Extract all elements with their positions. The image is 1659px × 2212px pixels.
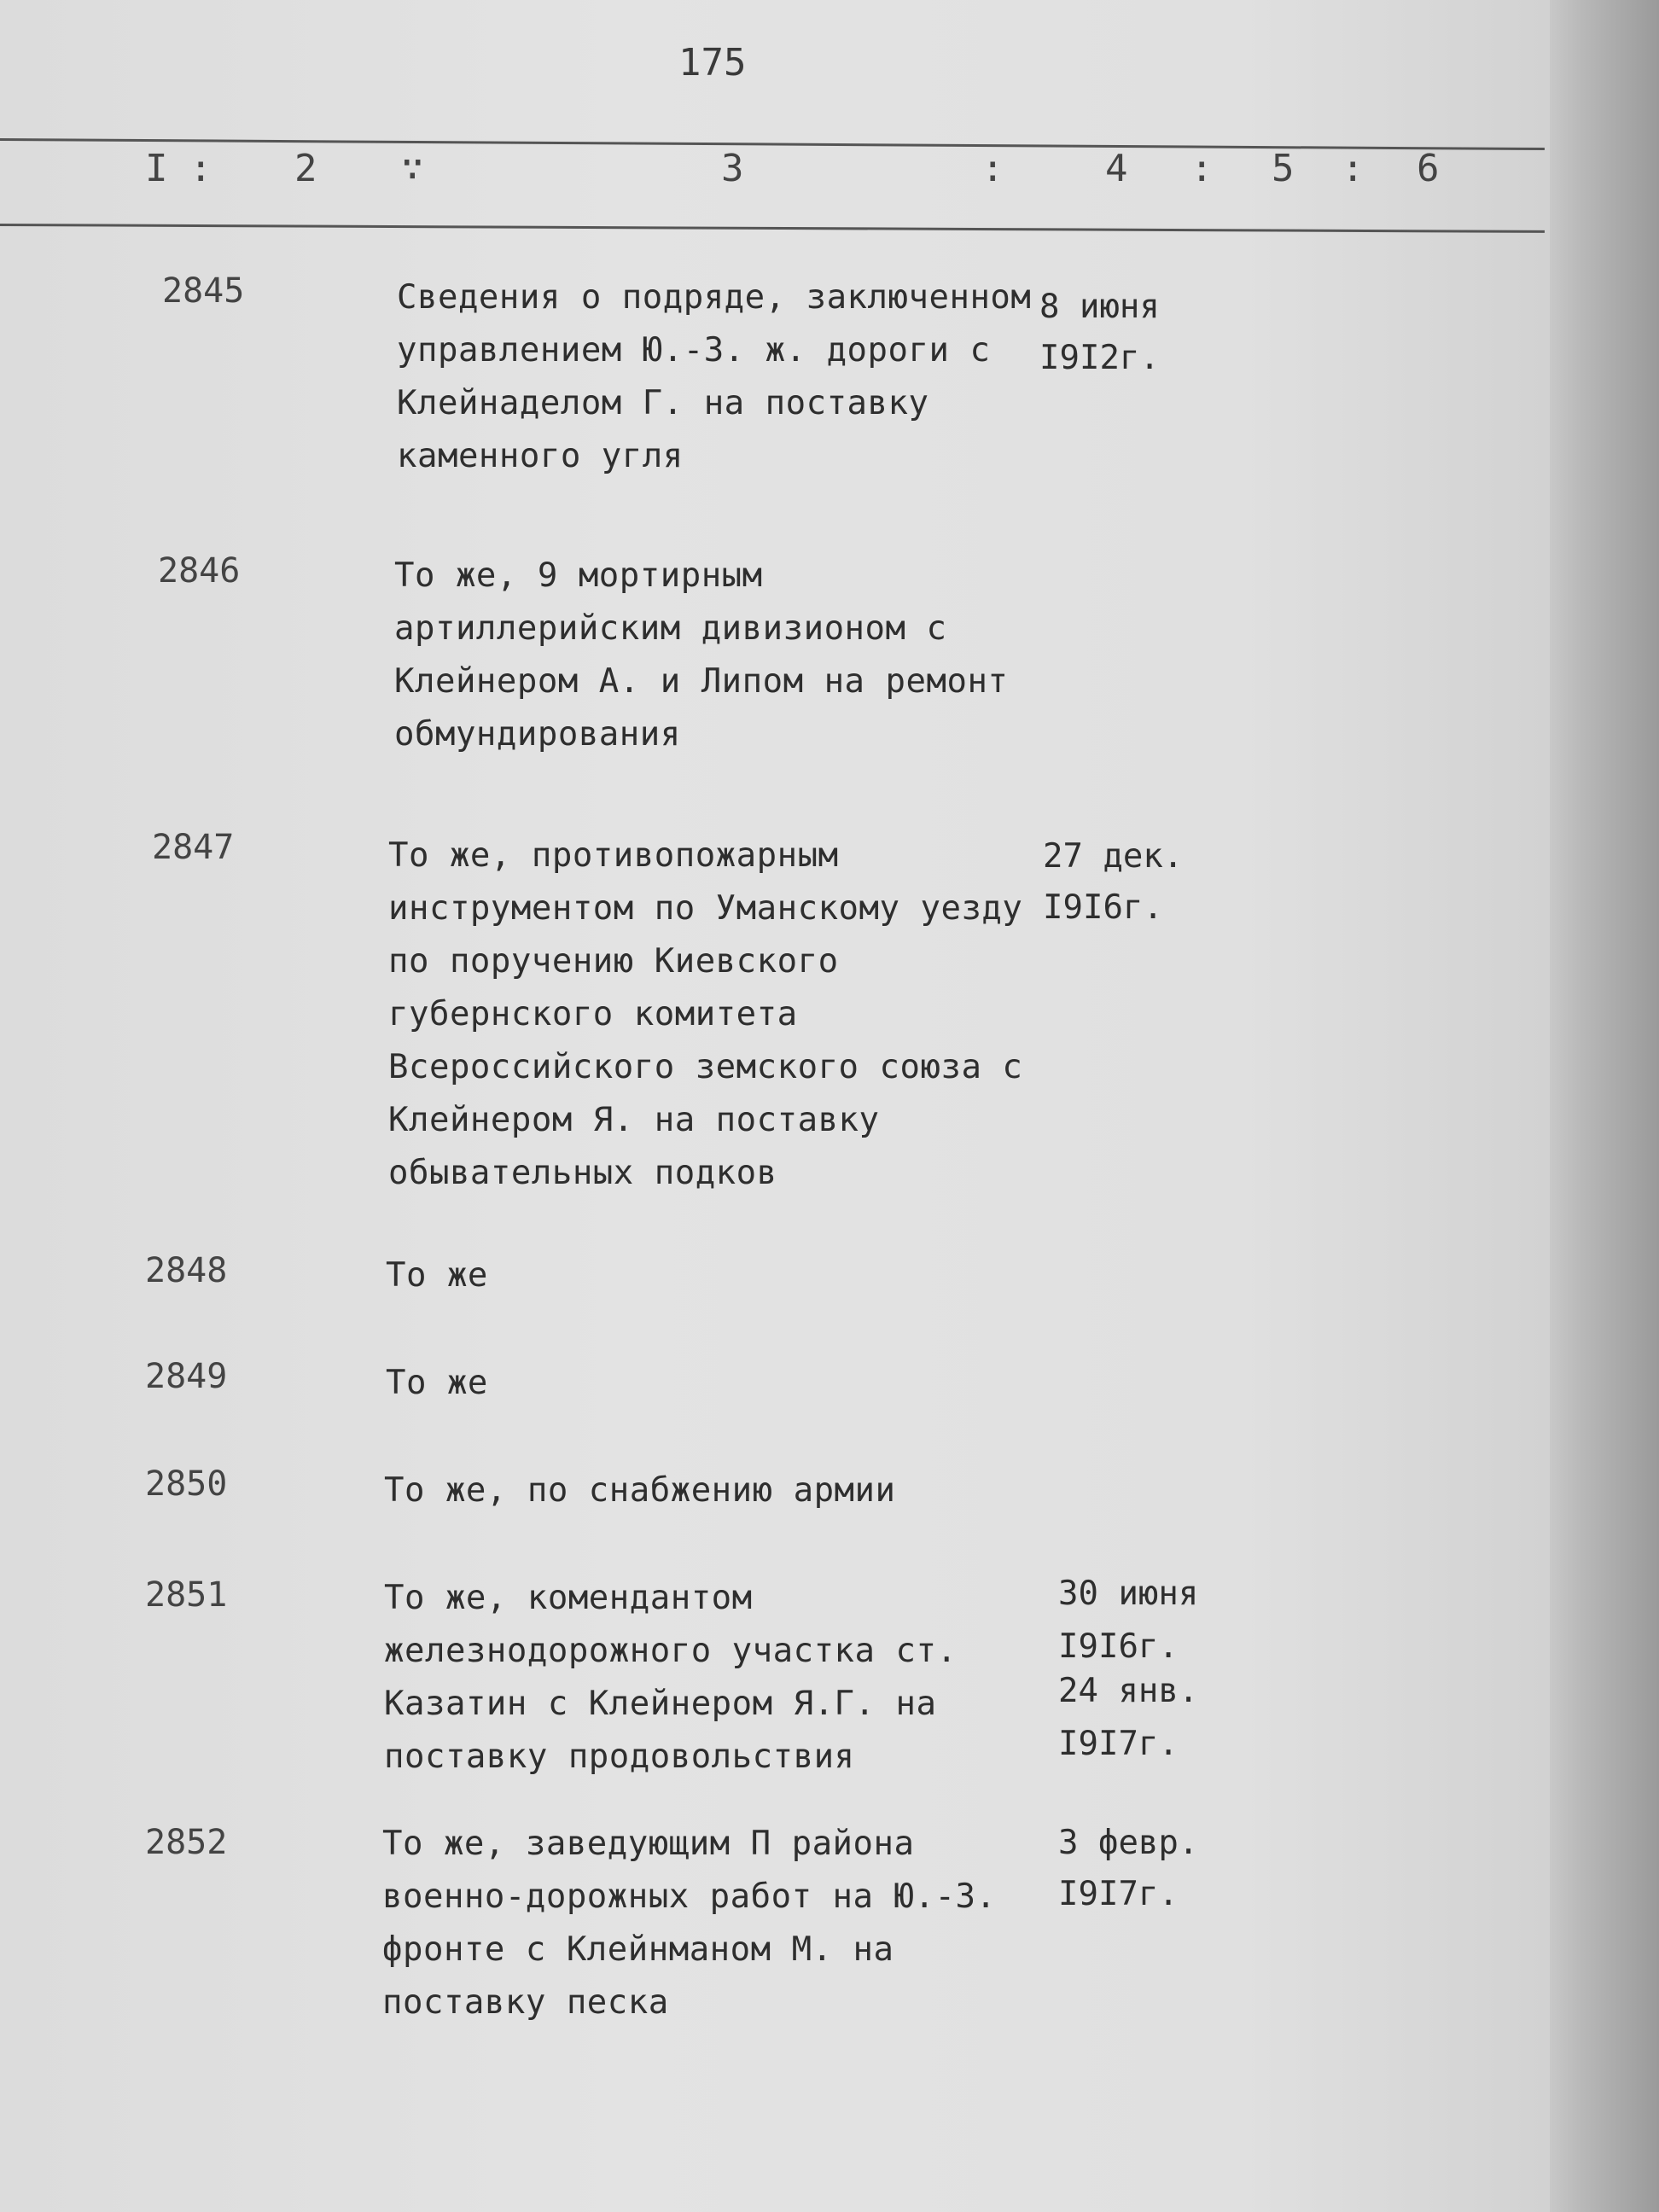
entry-number: 2848 <box>145 1251 228 1290</box>
entry-number: 2849 <box>145 1357 228 1396</box>
entry-number: 2852 <box>145 1823 228 1862</box>
entry-description: То же, заведующим П района военно-дорожных работ на Ю.-З. фронте с Клейнманом М. на поставку песка <box>382 1825 997 2022</box>
column-number-6: 6 <box>1417 147 1440 190</box>
entry-description: То же, 9 мортирным артиллерийским дивизионом с Клейнером А. и Липом на ремонт обмундирования <box>394 556 1009 754</box>
entry-date <box>1058 1572 1198 1767</box>
page-edge-shadow <box>1550 0 1659 2212</box>
entry-date-line: 8 июня <box>1039 288 1160 326</box>
entry-description: То же <box>386 1364 488 1402</box>
entry-date-line: 27 дек. <box>1043 837 1184 876</box>
entry-date-line: 24 янв. <box>1058 1672 1199 1710</box>
entry-number: 2851 <box>145 1575 228 1615</box>
entry-number: 2850 <box>145 1464 228 1504</box>
column-number-1: I <box>145 147 168 190</box>
entry-description: То же, противопожарным инструментом по Уманскому уезду по поручению Киевского губернского комитета Всероссийского земского союза с Клейнером Я. на поставку обывательных подков <box>388 836 1023 1192</box>
entry-date <box>1039 282 1160 384</box>
column-separator: : <box>1342 147 1365 190</box>
entry-date-line: I9I7г. <box>1058 1725 1179 1763</box>
entry-date-line: I9I6г. <box>1043 888 1163 927</box>
entry-date-line: 30 июня <box>1058 1575 1199 1613</box>
column-separator: ∵ <box>401 147 424 190</box>
column-number-3: 3 <box>721 147 744 190</box>
entry-date-line: I9I2г. <box>1039 339 1160 377</box>
column-number-2: 2 <box>294 147 317 190</box>
entry-number: 2847 <box>152 828 235 867</box>
entry-date-line: 3 февр. <box>1058 1824 1199 1862</box>
page-number: 175 <box>678 41 747 84</box>
column-separator: : <box>981 147 1004 190</box>
column-number-4: 4 <box>1105 147 1128 190</box>
column-separator: : <box>1190 147 1214 190</box>
entry-number: 2846 <box>158 551 241 591</box>
column-separator: : <box>189 147 212 190</box>
entry-date <box>1043 831 1183 934</box>
entry-date-line: I9I6г. <box>1058 1627 1179 1666</box>
entry-description: Сведения о подряде, заключенном управлением Ю.-З. ж. дороги с Клейнаделом Г. на поставку каменного угля <box>397 278 1032 475</box>
entry-description: То же, комендантом железнодорожного участка ст. Казатин с Клейнером Я.Г. на поставку продовольствия <box>384 1579 958 1776</box>
entry-date-line: I9I7г. <box>1058 1875 1179 1913</box>
entry-description: То же <box>386 1256 488 1295</box>
entry-date <box>1058 1818 1198 1920</box>
entry-number: 2845 <box>162 271 245 311</box>
column-number-5: 5 <box>1272 147 1295 190</box>
entry-description: То же, по снабжению армии <box>384 1471 896 1510</box>
